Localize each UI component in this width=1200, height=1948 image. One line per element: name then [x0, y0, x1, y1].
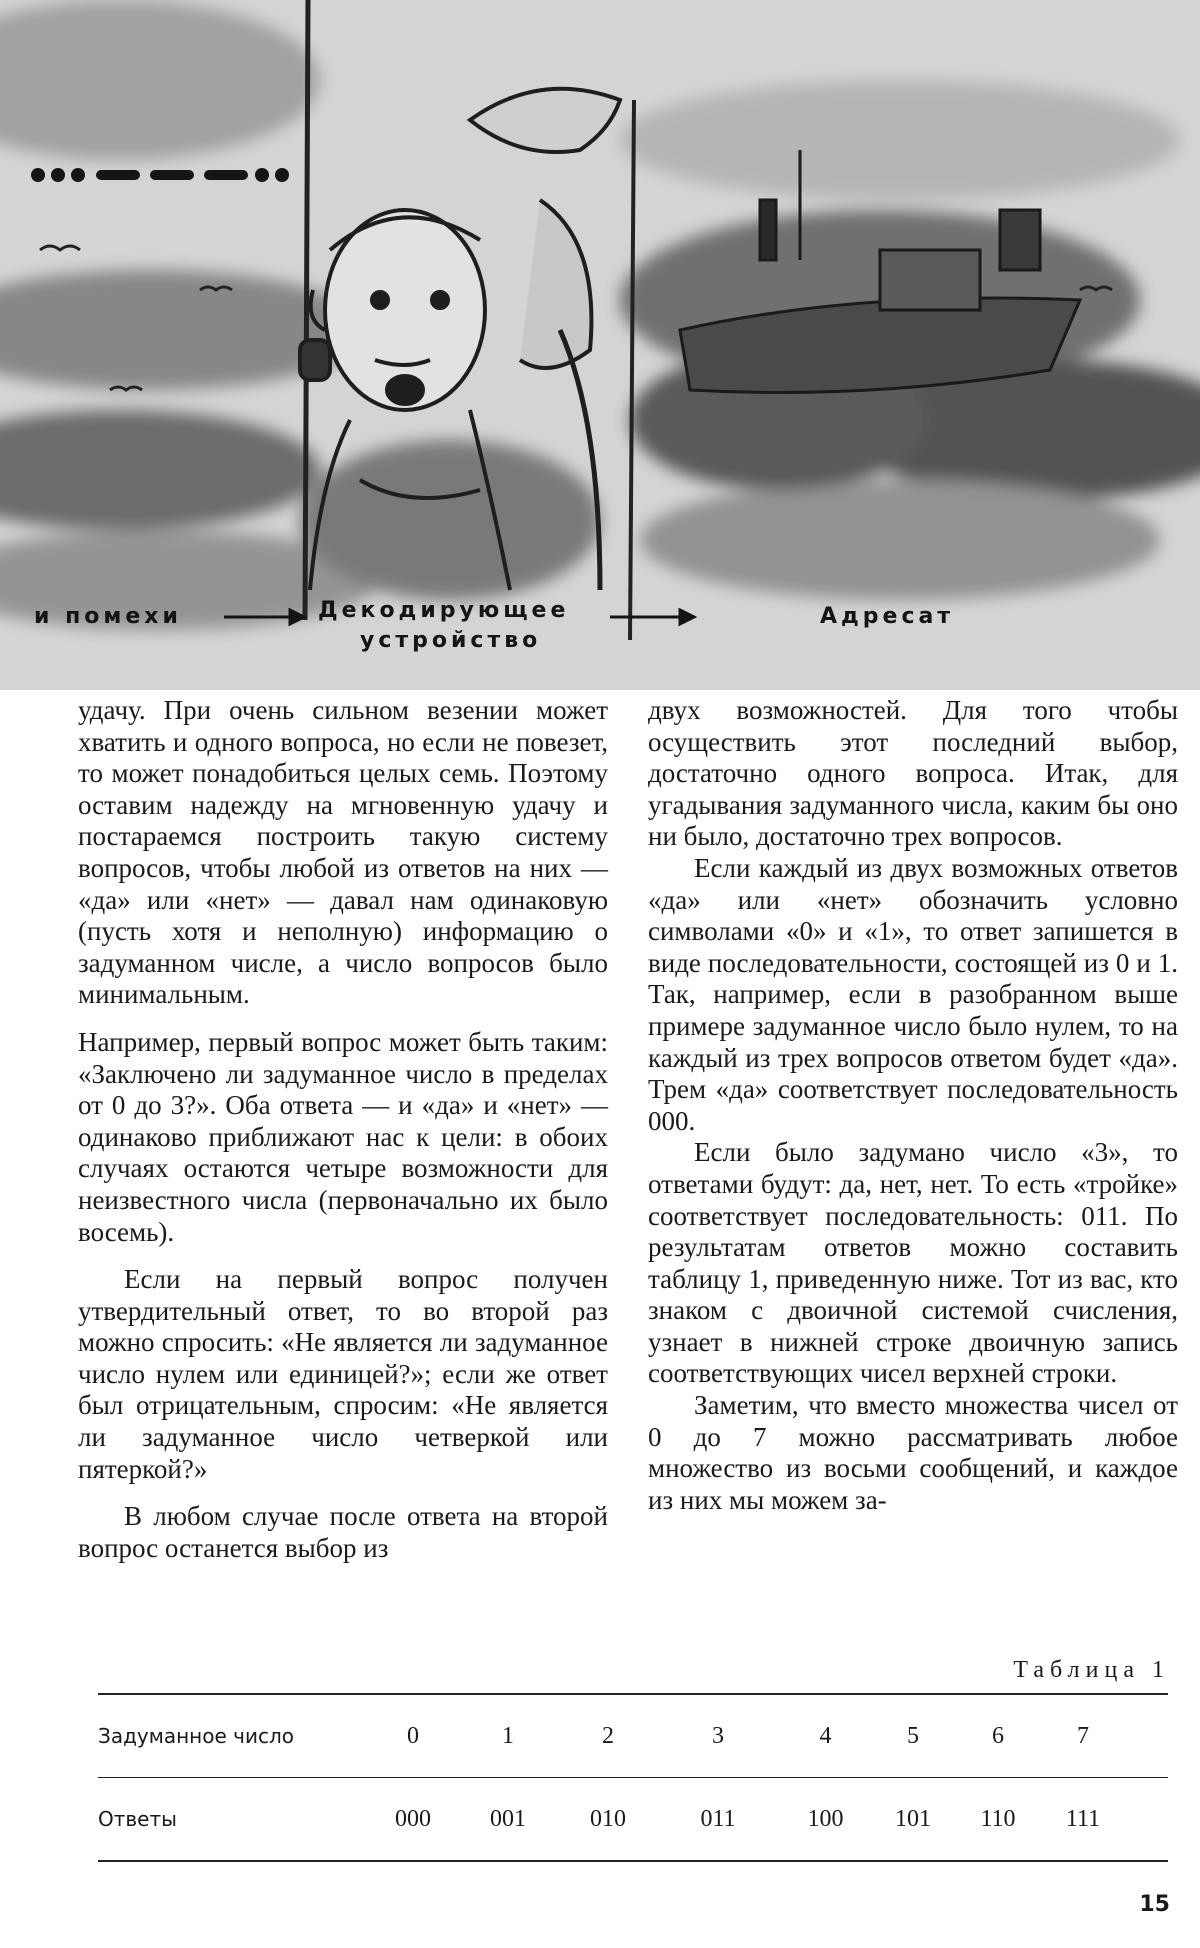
- caption-recipient: Адресат: [820, 604, 955, 629]
- table-cell: 100: [807, 1805, 844, 1832]
- paragraph: Если было задумано число «3», то ответами будут: да, нет, нет. То есть «тройке» соответствует последовательность: 011. По результатам ответов можно составить таблицу 1, приведенную ниже. Тот из вас, кто знаком с двоичной системой счисления, узнает в нижней строке двоичную запись соответствующих чисел верхней строки.: [648, 1137, 1178, 1389]
- paragraph: Например, первый вопрос может быть таким: «Заключено ли задуманное число в пределах от 0 до 3?». Оба ответа — и «да» и «нет» — одинаково приближают нас к цели: в обоих случаях остаются четыре возможности для неизвестного числа (первоначально их было восемь).: [78, 1026, 608, 1247]
- caption-device: устройство: [360, 628, 542, 653]
- table-cell: 001: [490, 1805, 526, 1832]
- table-cell: 0: [407, 1722, 419, 1749]
- table-cell: 110: [980, 1805, 1016, 1832]
- caption-decoder: Декодирующее: [318, 598, 570, 623]
- table-cell: 2: [602, 1722, 614, 1749]
- table-cell: 5: [907, 1722, 919, 1749]
- paragraph: Заметим, что вместо множества чисел от 0 до 7 можно рассматривать любое множество из восьми сообщений, и каждое из них мы можем за-: [648, 1390, 1178, 1515]
- illustration-drawing: [0, 0, 1200, 690]
- paragraph: удачу. При очень сильном везении может хватить и одного вопроса, но если не повезет, то может понадобиться целых семь. Поэтому оставим надежду на мгновенную удачу и постараемся построить такую систему вопросов, чтобы любой из ответов на них — «да» или «нет» — давал нам одинаковую (пусть хотя и неполную) информацию о задуманном числе, а число вопросов было минимальным.: [78, 695, 608, 1010]
- paragraph: двух возможностей. Для того чтобы осуществить этот последний выбор, достаточно одного вопроса. Итак, для угадывания задуманного числа, каким бы оно ни было, достаточно трех вопросов.: [648, 695, 1178, 852]
- table-cell: 6: [992, 1722, 1004, 1749]
- table-cell: 7: [1077, 1722, 1089, 1749]
- article-columns: [78, 695, 1178, 1650]
- row-label: Ответы: [98, 1807, 177, 1831]
- page-number: 15: [1139, 1892, 1170, 1917]
- table-cell: 3: [712, 1722, 724, 1749]
- paragraph: Если на первый вопрос получен утвердительный ответ, то во второй раз можно спросить: «Не является ли задуманное число нулем или единицей?»; если же ответ был отрицательным, спросим: «Не является ли задуманное число четверкой или пятеркой?»: [78, 1264, 608, 1484]
- table-cell: 101: [895, 1805, 931, 1832]
- paragraph: Если каждый из двух возможных ответов «да» или «нет» обозначить условно символами «0» и «1», то ответ запишется в виде последовательности, состоящей из 0 и 1. Так, например, если в разобранном выше примере задуманное число было нулем, то на каждый из трех вопросов ответом будет «да». Трем «да» соответствует последовательность 000.: [648, 852, 1178, 1136]
- table-cell: 1: [502, 1722, 514, 1749]
- table-cell: 011: [700, 1805, 736, 1832]
- table-row: [98, 1777, 1168, 1860]
- paragraph: В любом случае после ответа на второй вопрос останется выбор из: [78, 1501, 608, 1563]
- table-row: [98, 1695, 1168, 1777]
- table-cell: 010: [590, 1805, 626, 1832]
- caption-noise: и помехи: [34, 604, 182, 629]
- left-column: [78, 695, 608, 1564]
- table-cell: 000: [395, 1805, 431, 1832]
- table-caption: Таблица 1: [1013, 1657, 1170, 1683]
- row-label: Задуманное число: [98, 1724, 294, 1748]
- right-column: [648, 695, 1178, 1516]
- illustration: [0, 0, 1200, 690]
- table-cell: 111: [1065, 1805, 1101, 1832]
- table-cell: 4: [819, 1722, 832, 1749]
- table: [98, 1693, 1168, 1862]
